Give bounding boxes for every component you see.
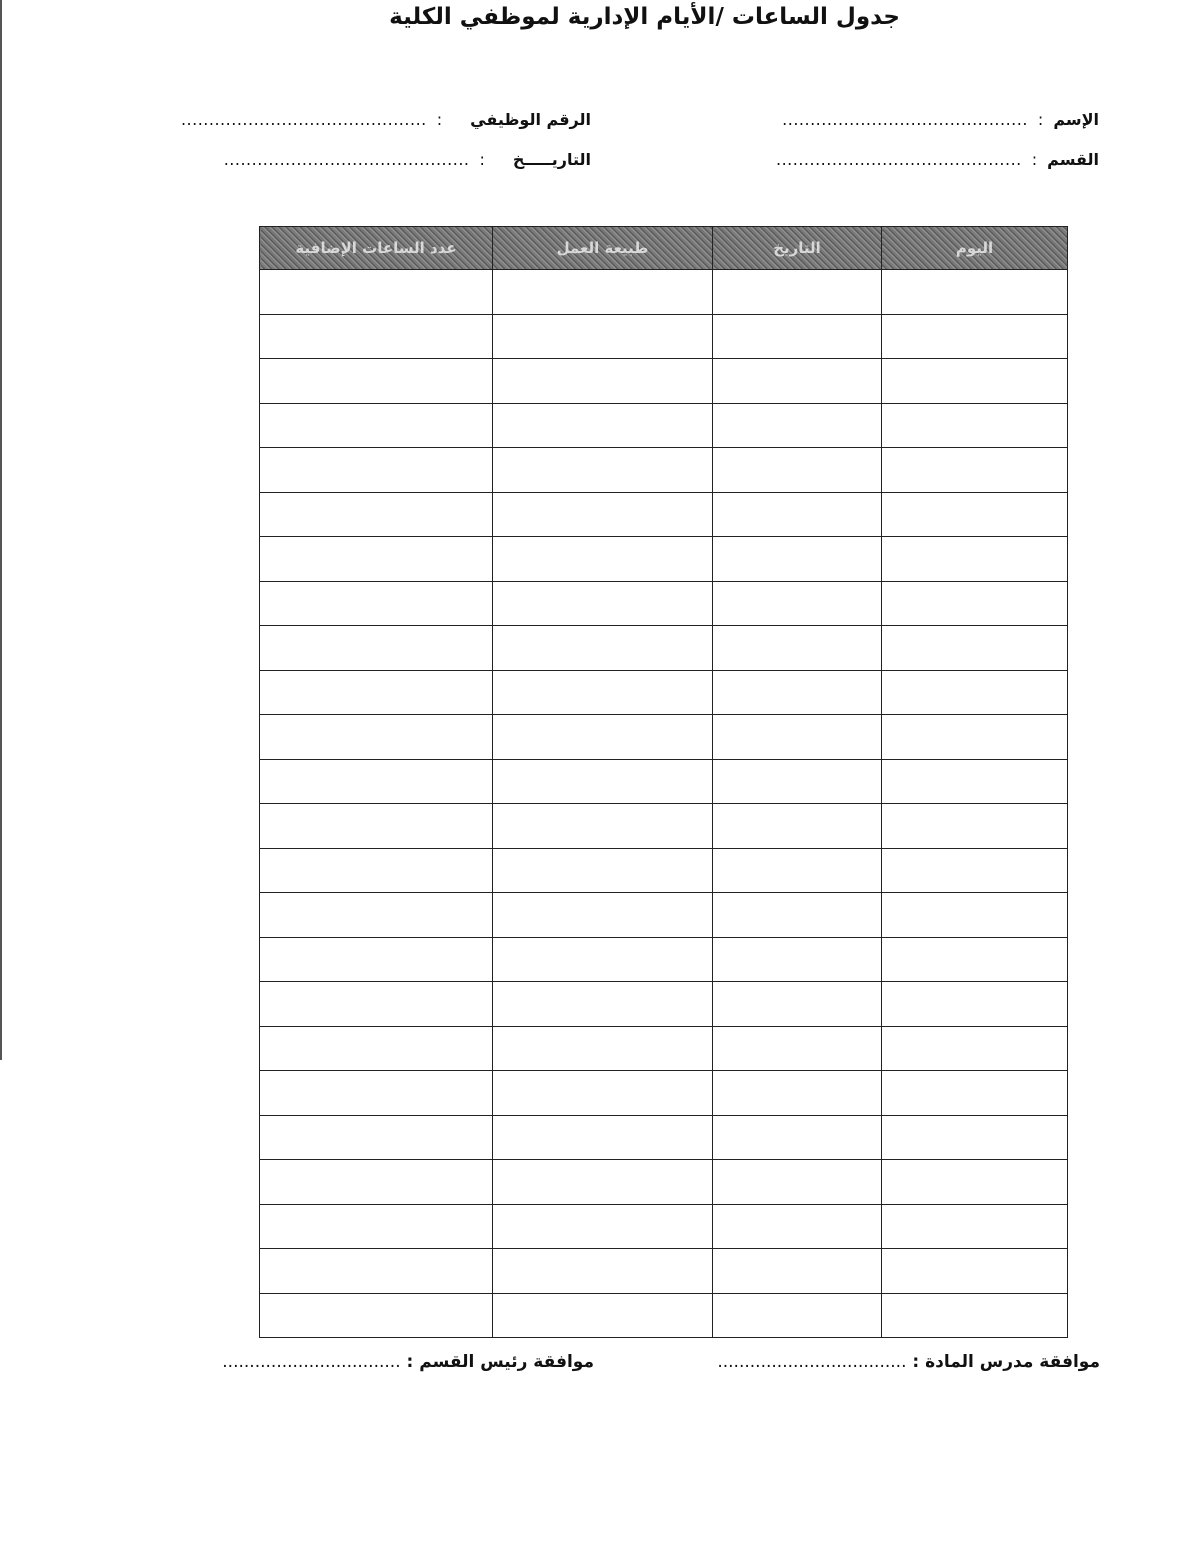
employee-number-colon: : <box>436 110 443 129</box>
table-cell[interactable] <box>882 715 1068 760</box>
table-row <box>260 1293 1068 1338</box>
table-cell[interactable] <box>260 1071 493 1116</box>
table-cell[interactable] <box>713 1160 882 1205</box>
name-colon: : <box>1037 110 1044 129</box>
table-cell[interactable] <box>713 314 882 359</box>
date-field <box>224 150 591 169</box>
table-cell[interactable] <box>493 982 713 1027</box>
table-cell[interactable] <box>713 848 882 893</box>
name-label: الإسم <box>1053 110 1099 129</box>
table-row <box>260 759 1068 804</box>
table-row <box>260 1026 1068 1071</box>
table-cell[interactable] <box>713 715 882 760</box>
table-cell[interactable] <box>713 982 882 1027</box>
table-cell[interactable] <box>260 670 493 715</box>
table-cell[interactable] <box>713 581 882 626</box>
table-row <box>260 1071 1068 1116</box>
table-cell[interactable] <box>882 448 1068 493</box>
table-cell[interactable] <box>493 759 713 804</box>
table-row <box>260 270 1068 315</box>
page-edge-line <box>0 0 2 1060</box>
table-cell[interactable] <box>493 804 713 849</box>
table-cell[interactable] <box>882 1293 1068 1338</box>
header-day: اليوم <box>882 227 1068 270</box>
table-cell[interactable] <box>260 1204 493 1249</box>
table-cell[interactable] <box>493 1293 713 1338</box>
table-cell[interactable] <box>882 314 1068 359</box>
table-cell[interactable] <box>713 1293 882 1338</box>
table-cell[interactable] <box>713 1026 882 1071</box>
table-cell[interactable] <box>882 1249 1068 1294</box>
table-cell[interactable] <box>260 982 493 1027</box>
table-cell[interactable] <box>260 759 493 804</box>
table-row <box>260 1204 1068 1249</box>
table-cell[interactable] <box>260 403 493 448</box>
table-cell[interactable] <box>260 537 493 582</box>
table-cell[interactable] <box>882 537 1068 582</box>
date-blank[interactable]: ............................................ <box>223 150 470 169</box>
table-row <box>260 804 1068 849</box>
table-cell[interactable] <box>260 1160 493 1205</box>
table-cell[interactable] <box>882 1160 1068 1205</box>
table-cell[interactable] <box>882 982 1068 1027</box>
instructor-approval-label: موافقة مدرس المادة : <box>912 1352 1100 1372</box>
table-cell[interactable] <box>260 1026 493 1071</box>
table-cell[interactable] <box>713 1204 882 1249</box>
table-cell[interactable] <box>882 492 1068 537</box>
table-cell[interactable] <box>493 626 713 671</box>
hours-table <box>259 226 1068 1338</box>
table-cell[interactable] <box>493 1160 713 1205</box>
employee-number-label: الرقم الوظيفي <box>470 110 591 129</box>
table-cell[interactable] <box>260 270 493 315</box>
department-label: القسم <box>1047 150 1099 169</box>
department-colon: : <box>1031 150 1038 169</box>
table-cell[interactable] <box>260 937 493 982</box>
head-approval <box>222 1352 594 1372</box>
table-cell[interactable] <box>260 804 493 849</box>
table-row <box>260 893 1068 938</box>
table-cell[interactable] <box>260 715 493 760</box>
table-cell[interactable] <box>882 848 1068 893</box>
table-cell[interactable] <box>713 1249 882 1294</box>
table-body <box>260 270 1068 1338</box>
table-cell[interactable] <box>713 626 882 671</box>
head-approval-blank[interactable]: ................................. <box>222 1352 401 1372</box>
table-row <box>260 448 1068 493</box>
table-cell[interactable] <box>493 715 713 760</box>
table-cell[interactable] <box>713 492 882 537</box>
header-date: التاريخ <box>713 227 882 270</box>
header-extra-hours: عدد الساعات الإضافية <box>260 227 493 270</box>
table-cell[interactable] <box>882 403 1068 448</box>
table-cell[interactable] <box>493 1071 713 1116</box>
table-row <box>260 670 1068 715</box>
table-cell[interactable] <box>713 359 882 404</box>
table-cell[interactable] <box>713 670 882 715</box>
table-cell[interactable] <box>493 1204 713 1249</box>
instructor-approval-blank[interactable]: ................................... <box>717 1352 907 1372</box>
table-row <box>260 715 1068 760</box>
table-row <box>260 1115 1068 1160</box>
table-cell[interactable] <box>882 626 1068 671</box>
table-cell[interactable] <box>260 1115 493 1160</box>
table-cell[interactable] <box>260 492 493 537</box>
table-row <box>260 537 1068 582</box>
table-row <box>260 848 1068 893</box>
table-cell[interactable] <box>882 670 1068 715</box>
table-cell[interactable] <box>493 270 713 315</box>
table-row <box>260 492 1068 537</box>
table-row <box>260 314 1068 359</box>
table-row <box>260 626 1068 671</box>
name-blank[interactable]: ............................................ <box>782 110 1028 129</box>
table-cell[interactable] <box>882 1071 1068 1116</box>
table-cell[interactable] <box>882 1204 1068 1249</box>
table-row <box>260 359 1068 404</box>
table-cell[interactable] <box>493 581 713 626</box>
date-colon: : <box>479 150 485 169</box>
table-cell[interactable] <box>260 1293 493 1338</box>
table-cell[interactable] <box>260 626 493 671</box>
table-cell[interactable] <box>260 359 493 404</box>
table-header-row <box>260 227 1068 270</box>
table-cell[interactable] <box>493 937 713 982</box>
table-cell[interactable] <box>882 359 1068 404</box>
employee-number-field <box>181 110 591 129</box>
table-row <box>260 403 1068 448</box>
table-cell[interactable] <box>493 537 713 582</box>
date-label: التاريـــــخ <box>512 150 591 169</box>
table-cell[interactable] <box>713 448 882 493</box>
table-cell[interactable] <box>493 314 713 359</box>
table-cell[interactable] <box>882 1115 1068 1160</box>
table-cell[interactable] <box>713 403 882 448</box>
header-work-nature: طبيعة العمل <box>493 227 713 270</box>
table-cell[interactable] <box>493 448 713 493</box>
employee-number-blank[interactable]: ............................................ <box>180 110 427 129</box>
table-cell[interactable] <box>713 537 882 582</box>
table-cell[interactable] <box>713 759 882 804</box>
table-cell[interactable] <box>493 670 713 715</box>
table-cell[interactable] <box>713 937 882 982</box>
table-cell[interactable] <box>260 893 493 938</box>
table-cell[interactable] <box>493 1115 713 1160</box>
instructor-approval <box>717 1352 1100 1372</box>
table-cell[interactable] <box>493 403 713 448</box>
page-title: جدول الساعات /الأيام الإدارية لموظفي الكلية <box>389 4 900 30</box>
table-cell[interactable] <box>493 359 713 404</box>
head-approval-label: موافقة رئيس القسم : <box>406 1352 594 1372</box>
table-row <box>260 937 1068 982</box>
table-cell[interactable] <box>493 848 713 893</box>
table-cell[interactable] <box>493 1026 713 1071</box>
table-cell[interactable] <box>882 759 1068 804</box>
table-cell[interactable] <box>260 848 493 893</box>
table-row <box>260 581 1068 626</box>
table-row <box>260 982 1068 1027</box>
table-cell[interactable] <box>713 1115 882 1160</box>
table-cell[interactable] <box>882 937 1068 982</box>
table-cell[interactable] <box>713 893 882 938</box>
table-cell[interactable] <box>713 1071 882 1116</box>
table-cell[interactable] <box>713 270 882 315</box>
table-row <box>260 1160 1068 1205</box>
table-cell[interactable] <box>260 448 493 493</box>
table-cell[interactable] <box>260 314 493 359</box>
table-cell[interactable] <box>713 804 882 849</box>
name-field <box>782 110 1099 129</box>
table-cell[interactable] <box>882 1026 1068 1071</box>
department-blank[interactable]: ............................................ <box>775 150 1022 169</box>
table-cell[interactable] <box>882 893 1068 938</box>
table-row <box>260 1249 1068 1294</box>
table-cell[interactable] <box>882 804 1068 849</box>
department-field <box>776 150 1099 169</box>
table-cell[interactable] <box>493 492 713 537</box>
table-cell[interactable] <box>882 270 1068 315</box>
table-cell[interactable] <box>882 581 1068 626</box>
table-cell[interactable] <box>260 581 493 626</box>
table-cell[interactable] <box>493 893 713 938</box>
table-cell[interactable] <box>493 1249 713 1294</box>
table-cell[interactable] <box>260 1249 493 1294</box>
